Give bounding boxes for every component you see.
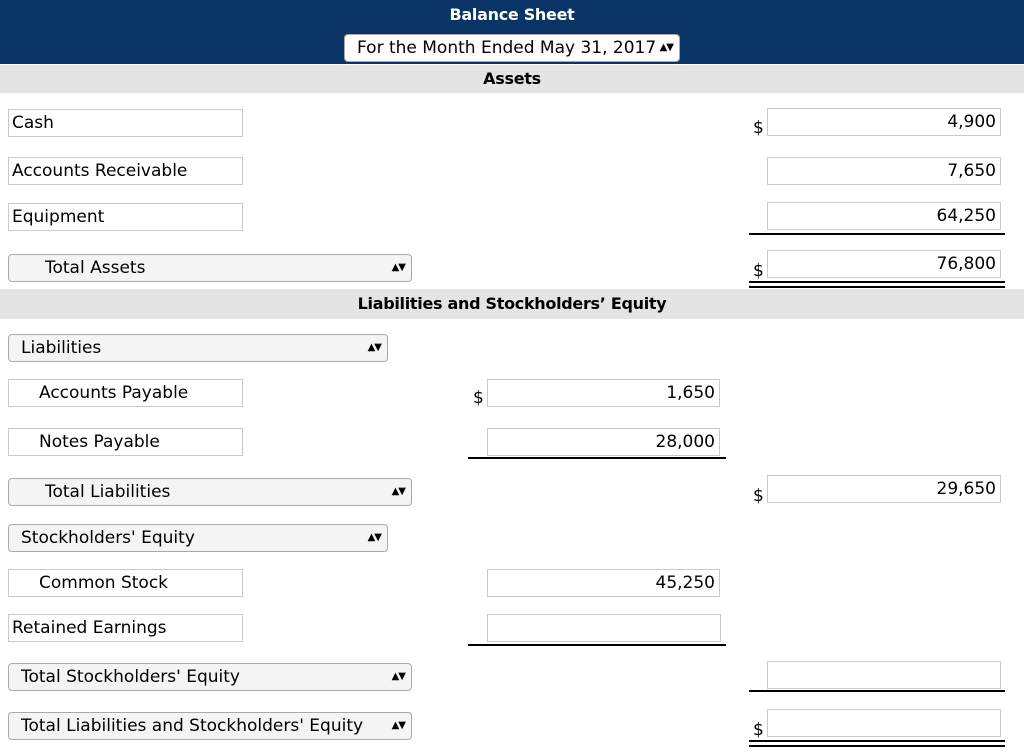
stockholders-equity-select[interactable] bbox=[8, 524, 388, 552]
total-liabilities-equity-select-value: Total Liabilities and Stockholders' Equity bbox=[21, 716, 364, 736]
retained-earnings-label-input[interactable]: Retained Earnings bbox=[8, 614, 243, 642]
ap-amount-input[interactable]: 1,650 bbox=[487, 379, 720, 407]
cash-dollar-sign: $ bbox=[753, 118, 764, 138]
common-stock-label-input[interactable]: Common Stock bbox=[8, 569, 243, 597]
total-liabilities-amount-input[interactable]: 29,650 bbox=[767, 475, 1001, 503]
equity-subtotal-rule bbox=[468, 644, 726, 646]
total-liabilities-dollar-sign: $ bbox=[753, 486, 764, 506]
assets-subtotal-rule bbox=[749, 233, 1005, 235]
period-select[interactable] bbox=[344, 34, 680, 62]
cash-label-input[interactable]: Cash bbox=[8, 109, 243, 137]
sheet-title: Balance Sheet bbox=[449, 5, 575, 24]
select-arrows-icon: ▲▼ bbox=[367, 532, 381, 543]
total-assets-dollar-sign: $ bbox=[753, 261, 764, 281]
total-equity-select[interactable] bbox=[8, 663, 412, 691]
total-assets-double-rule bbox=[749, 281, 1005, 288]
period-select-value: For the Month Ended May 31, 2017 bbox=[357, 38, 657, 58]
grand-total-double-rule bbox=[749, 740, 1005, 747]
select-arrows-icon: ▲▼ bbox=[391, 671, 405, 682]
total-equity-amount-input[interactable] bbox=[767, 661, 1001, 689]
ar-label-input[interactable]: Accounts Receivable bbox=[8, 157, 243, 185]
total-assets-select-value: Total Assets bbox=[45, 258, 146, 278]
header-bar bbox=[0, 0, 1024, 64]
liabilities-subtotal-rule bbox=[468, 457, 726, 459]
total-assets-amount-input[interactable]: 76,800 bbox=[767, 250, 1001, 278]
total-equity-rule bbox=[749, 690, 1005, 692]
liabilities-select[interactable] bbox=[8, 334, 388, 362]
total-liabilities-equity-select[interactable] bbox=[8, 712, 412, 740]
cash-amount-input[interactable]: 4,900 bbox=[767, 108, 1001, 136]
total-assets-select[interactable] bbox=[8, 254, 412, 282]
equipment-label-input[interactable]: Equipment bbox=[8, 203, 243, 231]
assets-heading: Assets bbox=[0, 65, 1024, 93]
grand-total-dollar-sign: $ bbox=[753, 720, 764, 740]
ap-dollar-sign: $ bbox=[473, 388, 484, 408]
retained-earnings-amount-input[interactable] bbox=[487, 614, 721, 642]
liabilities-select-value: Liabilities bbox=[21, 338, 102, 358]
select-arrows-icon: ▲▼ bbox=[391, 486, 405, 497]
select-arrows-icon: ▲▼ bbox=[659, 42, 673, 53]
ar-amount-input[interactable]: 7,650 bbox=[767, 157, 1001, 185]
np-label-input[interactable]: Notes Payable bbox=[8, 428, 243, 456]
common-stock-amount-input[interactable]: 45,250 bbox=[487, 569, 720, 597]
liabilities-equity-heading: Liabilities and Stockholders’ Equity bbox=[0, 289, 1024, 319]
equipment-amount-input[interactable]: 64,250 bbox=[767, 202, 1001, 230]
select-arrows-icon: ▲▼ bbox=[367, 342, 381, 353]
ap-label-input[interactable]: Accounts Payable bbox=[8, 379, 243, 407]
total-liabilities-select[interactable] bbox=[8, 478, 412, 506]
np-amount-input[interactable]: 28,000 bbox=[487, 428, 720, 456]
stockholders-equity-select-value: Stockholders' Equity bbox=[21, 528, 195, 548]
grand-total-amount-input[interactable] bbox=[767, 709, 1001, 737]
select-arrows-icon: ▲▼ bbox=[391, 720, 405, 731]
total-liabilities-select-value: Total Liabilities bbox=[45, 482, 171, 502]
select-arrows-icon: ▲▼ bbox=[391, 262, 405, 273]
total-equity-select-value: Total Stockholders' Equity bbox=[21, 667, 240, 687]
